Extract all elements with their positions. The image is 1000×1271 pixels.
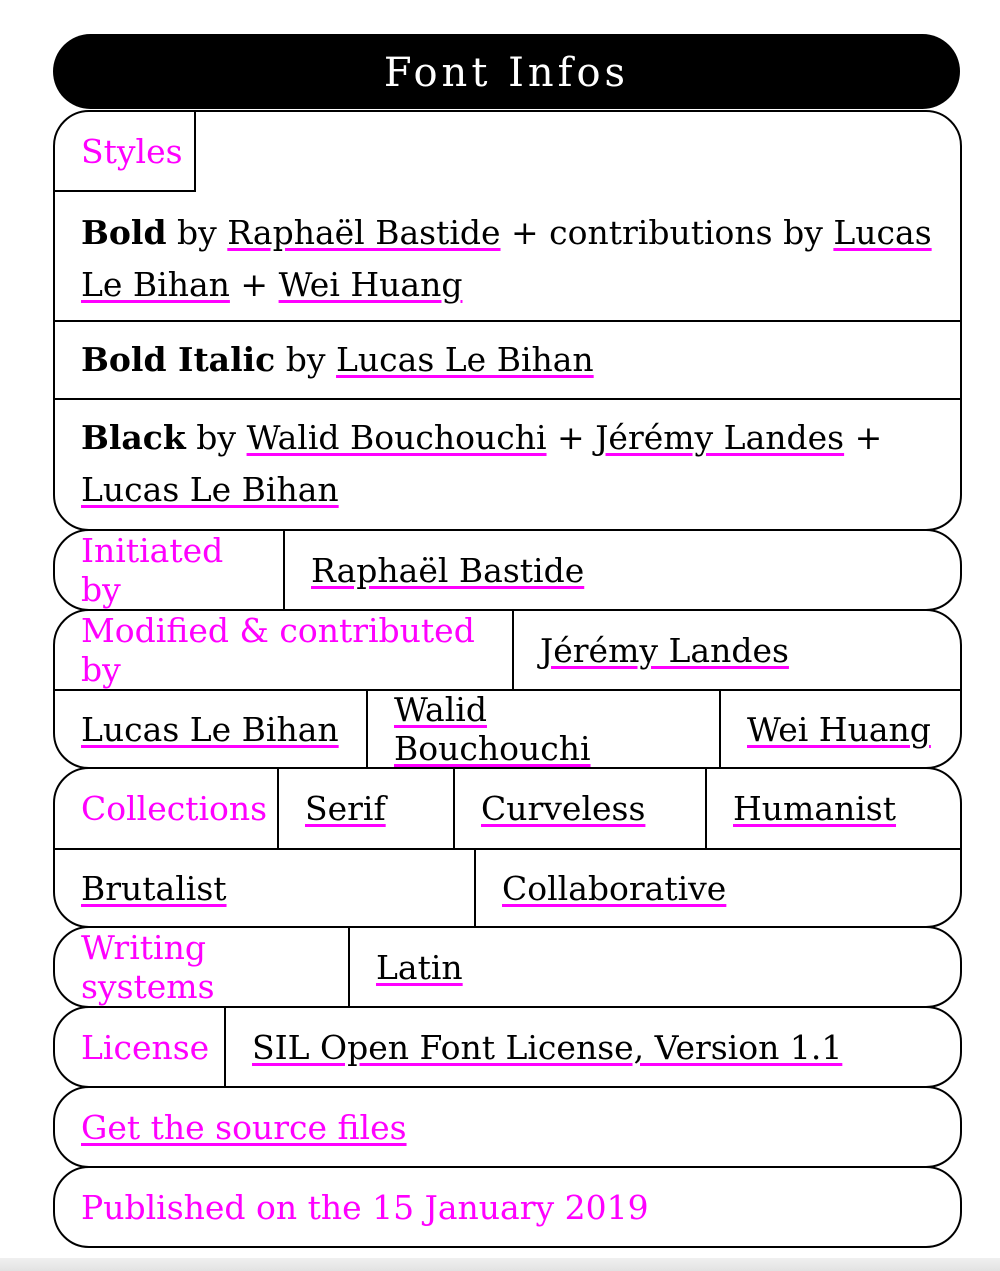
separator-text: + [240,265,269,304]
style-name: Bold Italic [81,340,276,379]
collection-link[interactable]: Curveless [481,789,646,828]
separator-text: + [854,418,883,457]
by-text: by [177,213,217,252]
collections-section [53,767,962,928]
collections-label: Collections [55,769,279,848]
source-files-link[interactable]: Get the source files [81,1107,407,1147]
author-link[interactable]: Lucas Le Bihan [336,340,594,379]
author-link[interactable]: Wei Huang [278,265,463,304]
initiated-label: Initiated by [55,531,285,609]
initiator-link[interactable]: Raphaël Bastide [311,550,585,590]
contributors-label: Modified & contributed by [55,611,514,689]
style-bold-row [55,192,960,320]
separator-text: + [557,418,585,457]
author-link[interactable]: Jérémy Landes [595,418,845,457]
style-name: Black [81,418,186,457]
collection-link[interactable]: Brutalist [81,868,227,908]
license-label: License [55,1008,226,1086]
contributor-link[interactable]: Jérémy Landes [540,630,789,670]
writing-systems-label: Writing systems [55,928,350,1006]
contributor-link[interactable]: Lucas Le Bihan [81,709,339,749]
license-section [53,1006,962,1088]
styles-label: Styles [55,112,196,192]
contributor-link[interactable]: Wei Huang [747,709,931,749]
style-name: Bold [81,213,167,252]
styles-section [53,110,962,531]
author-link[interactable]: Lucas Le Bihan [81,470,339,509]
separator-text: + contributions by [511,213,823,252]
collection-link[interactable]: Collaborative [502,868,727,908]
writing-systems-section [53,926,962,1008]
scroll-shadow [0,1258,1000,1271]
license-link[interactable]: SIL Open Font License, Version 1.1 [252,1027,843,1067]
contributors-section [53,609,962,769]
author-link[interactable]: Raphaël Bastide [227,213,501,252]
source-section [53,1086,962,1168]
collection-link[interactable]: Humanist [733,789,897,828]
by-text: by [285,340,326,379]
published-date: Published on the 15 January 2019 [81,1187,649,1227]
style-black-row [55,400,960,529]
author-link[interactable]: Walid Bouchouchi [246,418,547,457]
page-title: Font Infos [53,34,960,109]
initiated-section [53,529,962,611]
by-text: by [196,418,237,457]
published-section [53,1166,962,1248]
style-bold-italic-row [55,322,960,398]
collection-link[interactable]: Serif [305,789,386,828]
contributor-link[interactable]: Walid Bouchouchi [394,690,591,768]
writing-system-link[interactable]: Latin [376,947,463,987]
author-link[interactable]: Lucas Le Bihan [81,213,932,304]
